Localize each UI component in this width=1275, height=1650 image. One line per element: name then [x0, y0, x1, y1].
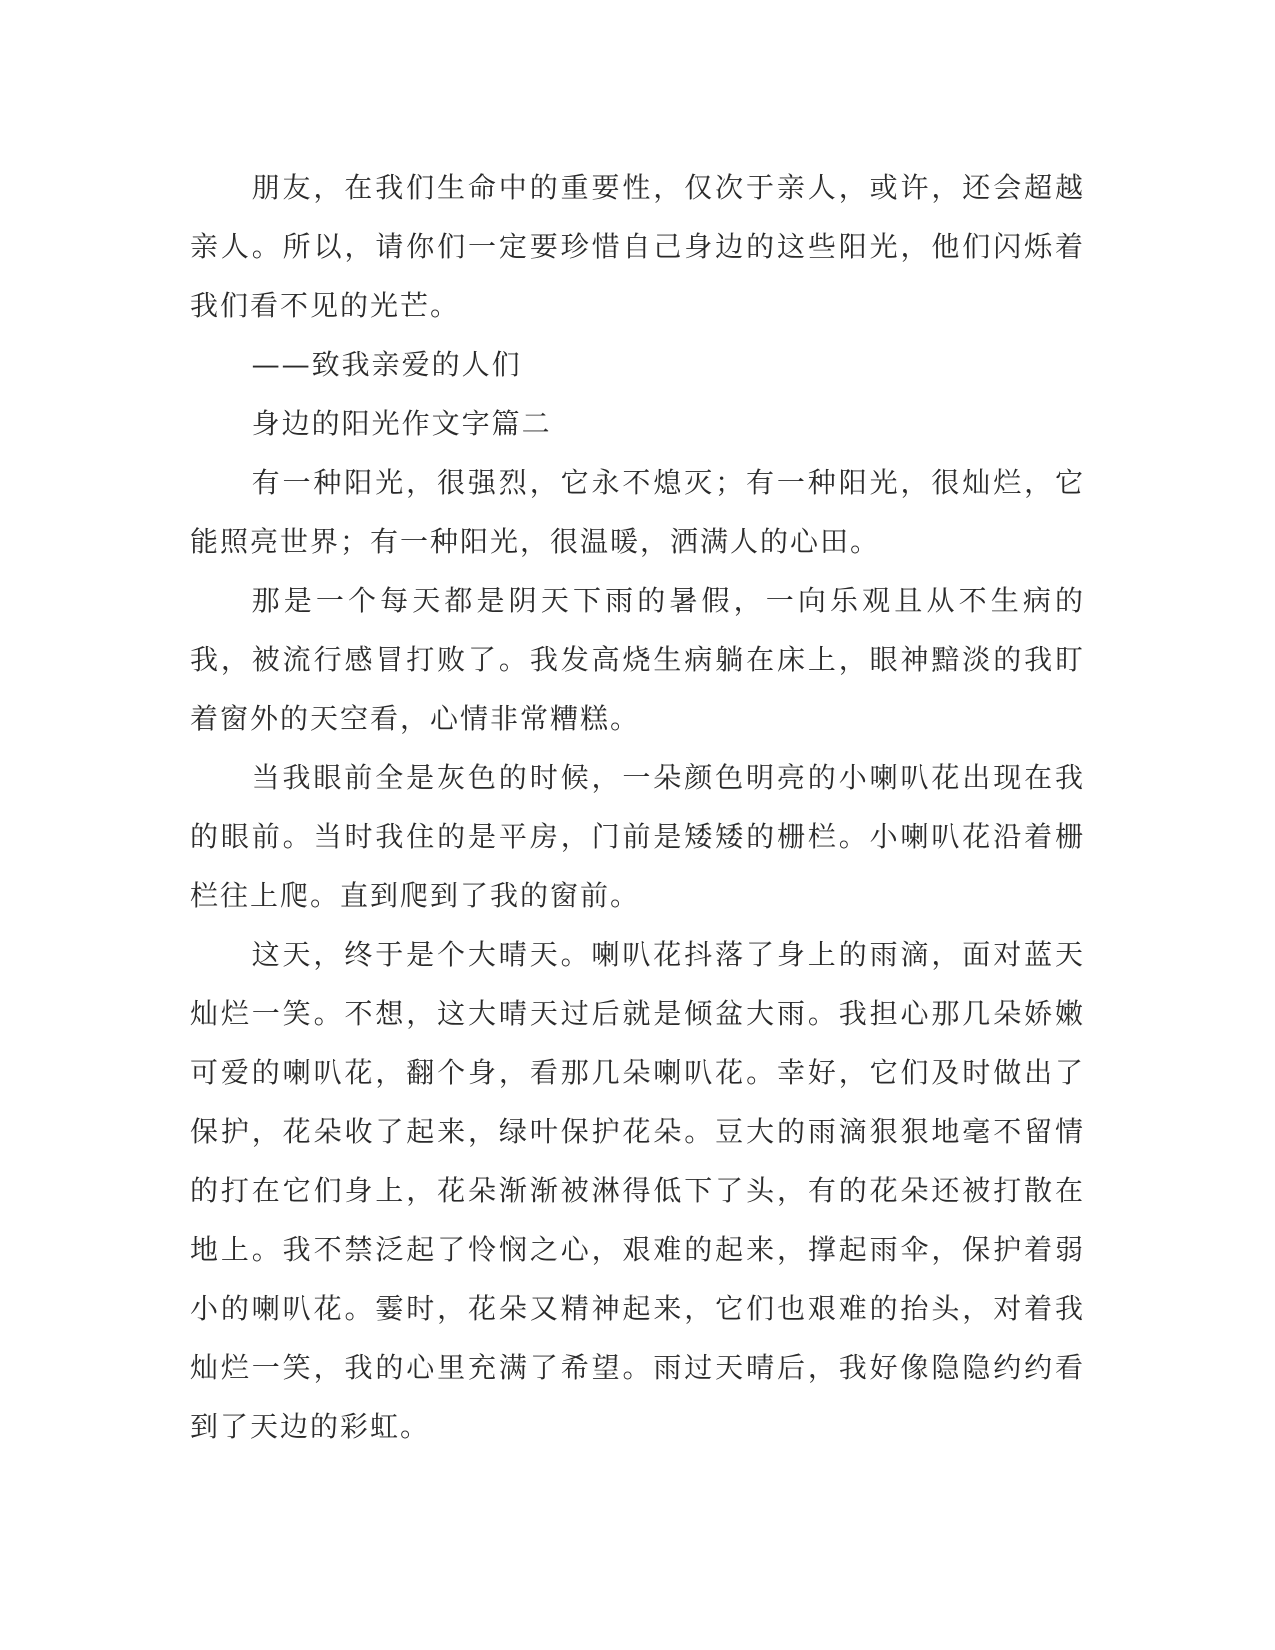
paragraph-storm: 这天，终于是个大晴天。喇叭花抖落了身上的雨滴，面对蓝天灿烂一笑。不想，这大晴天过后就是倾盆大雨。我担心那几朵娇嫩可爱的喇叭花，翻个身，看那几朵喇叭花。幸好，它们及时做出了保护，花朵收了起来，绿叶保护花朵。豆大的雨滴狠狠地毫不留情的打在它们身上，花朵渐渐被淋得低下了头，有的花朵还被打散在地上。我不禁泛起了怜悯之心，艰难的起来，撑起雨伞，保护着弱小的喇叭花。霎时，花朵又精神起来，它们也艰难的抬头，对着我灿烂一笑，我的心里充满了希望。雨过天晴后，我好像隐隐约约看到了天边的彩虹。: [190, 938, 1085, 1443]
paragraph-morning-glory: 当我眼前全是灰色的时候，一朵颜色明亮的小喇叭花出现在我的眼前。当时我住的是平房，门前是矮矮的栅栏。小喇叭花沿着栅栏往上爬。直到爬到了我的窗前。: [190, 761, 1085, 912]
paragraph-summer: 那是一个每天都是阴天下雨的暑假，一向乐观且从不生病的我，被流行感冒打败了。我发高烧生病躺在床上，眼神黯淡的我盯着窗外的天空看，心情非常糟糕。: [190, 584, 1085, 735]
paragraph-friends: 朋友，在我们生命中的重要性，仅次于亲人，或许，还会超越亲人。所以，请你们一定要珍惜自己身边的这些阳光，他们闪烁着我们看不见的光芒。: [190, 171, 1085, 322]
signoff-line: ——致我亲爱的人们: [251, 348, 522, 381]
section-heading: 身边的阳光作文字篇二: [251, 407, 552, 440]
document-body: [190, 158, 1085, 1456]
paragraph-sunshine: 有一种阳光，很强烈，它永不熄灭；有一种阳光，很灿烂，它能照亮世界；有一种阳光，很温暖，洒满人的心田。: [190, 466, 1085, 558]
